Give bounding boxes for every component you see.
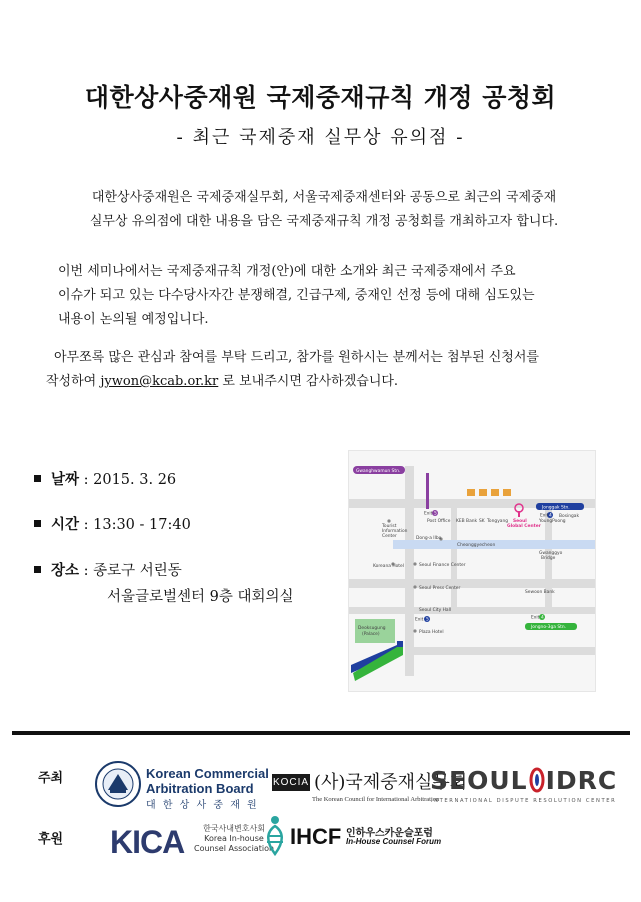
kcab-name (146, 766, 269, 796)
map-label-dong-a: Dong-a Ilbo (416, 536, 442, 541)
date-separator: : (83, 472, 89, 488)
map-label-post-office: Post Office (427, 519, 451, 524)
time-label: 시간 (51, 517, 80, 533)
place-value-2: 서울글로벌센터 9층 대회의실 (107, 589, 294, 605)
ihcf-korean: 인하우스카운슬포럼 (346, 828, 433, 839)
time-value: 13:30 - 17:40 (93, 517, 191, 533)
poi-dot (387, 519, 390, 522)
request-paragraph (46, 346, 602, 394)
poi-dot (413, 562, 416, 565)
map-label-gwanggyo-1: Gwanggyo (539, 551, 563, 556)
map-label-tongyang: Tongyang (487, 519, 509, 524)
map-label-cheonggyecheon: Cheonggyecheon (457, 543, 496, 548)
map-svg (349, 451, 595, 691)
sponsor-label: 후원 (38, 832, 64, 847)
map-label-exit-city-num: 5 (426, 617, 429, 623)
intro-paragraph (46, 186, 602, 234)
request-suffix: 로 보내주시면 감사하겠습니다. (218, 374, 399, 389)
map-label-deoksugung-2: (Palace) (362, 632, 380, 637)
ihcf-logo (262, 814, 442, 858)
place-label: 장소 (51, 563, 80, 579)
request-prefix: 작성하여 (46, 374, 101, 389)
time-row (34, 513, 191, 534)
seminar-paragraph (46, 260, 602, 332)
time-separator: : (83, 517, 89, 533)
ihcf-emblem-icon (262, 814, 288, 856)
kocia-korean: (사)국제중재실무회 (314, 772, 468, 793)
request-line-1: 아무쪼록 많은 관심과 참여를 부탁 드리고, 참가를 원하시는 분께서는 첨부된 신청서를 (54, 350, 539, 365)
map-label-city-hall: Seoul City Hall (419, 608, 452, 613)
host-label: 주최 (38, 771, 64, 786)
map-label-seoul-global-1: Seoul (513, 519, 527, 524)
map-label-jonggak: Jonggak Stn. (542, 505, 570, 511)
map-label-seoul-global-2: Global Center (507, 524, 541, 529)
map-label-exit-jong: Exit (531, 615, 540, 621)
intro-line-1: 대한상사중재원은 국제중재실무회, 서울국제중재센터와 공동으로 최근의 국제중재 (91, 190, 557, 205)
map-label-press: Seoul Press Center (419, 586, 461, 591)
place-separator: : (83, 563, 89, 579)
map-label-bosingak: Bosingak (559, 514, 580, 519)
idrc-left: SEOUL (430, 766, 528, 795)
line5-stem (426, 473, 429, 509)
poi-dot (413, 585, 416, 588)
idrc-right: IDRC (545, 766, 618, 795)
map-label-plaza: Plaza Hotel (419, 630, 444, 635)
kocia-logo (272, 770, 468, 806)
map-label-exit-city: Exit (415, 617, 424, 623)
map-label-exit-right: Exit (540, 513, 549, 519)
bus-stop-icon (467, 489, 475, 496)
idrc-emblem-icon (529, 767, 545, 793)
request-line-2 (46, 370, 602, 394)
map-label-gwanggyo-2: Bridge (541, 556, 556, 561)
intro-line-2: 실무상 유의점에 대한 내용을 담은 국제중재규칙 개정 공청회를 개최하고자 합니다. (89, 214, 559, 229)
kcab-line-2: Arbitration Board (146, 781, 254, 796)
kica-english-2: Counsel Association (194, 844, 275, 853)
bus-stop-icon (491, 489, 499, 496)
date-value: 2015. 3. 26 (93, 472, 177, 488)
road-south (409, 647, 595, 655)
place-value-1: 종로구 서린동 (93, 563, 182, 579)
idrc-subtitle: INTERNATIONAL DISPUTE RESOLUTION CENTER (431, 798, 617, 804)
date-label: 날짜 (51, 472, 80, 488)
ihcf-english: In-House Counsel Forum (346, 837, 442, 846)
seoul-idrc-logo (430, 766, 618, 808)
kocia-box: KOCIA (272, 774, 310, 791)
map-label-sk: SK (479, 519, 485, 524)
location-map (348, 450, 596, 692)
page-title: 대한상사중재원 국제중재규칙 개정 공청회 (84, 83, 557, 112)
kcab-korean: 대 한 상 사 중 재 원 (146, 800, 259, 811)
map-label-gwanghwamun: Gwanghwamun Stn. (356, 469, 401, 474)
kocia-english: The Korean Council for International Arbitration (312, 796, 440, 803)
idrc-wordmark (430, 766, 617, 795)
kica-english-1: Korea In-house (204, 834, 264, 843)
kcab-line-1: Korean Commercial (146, 766, 269, 781)
deoksugung-box (355, 619, 395, 643)
map-label-tourist-2: Information (382, 529, 408, 534)
map-label-sewoon: Sewoon Bank (525, 590, 555, 595)
map-label-exit-right-num: 4 (549, 513, 552, 519)
kcab-emblem-icon (94, 760, 142, 808)
map-label-exit-left: Exit (424, 511, 433, 517)
map-label-deoksugung-1: Deoksugung (358, 626, 386, 631)
bullet-icon (34, 566, 41, 573)
footer-divider (12, 731, 630, 735)
kcab-logo (94, 760, 269, 811)
map-label-jongno3ga: Jongno-3ga Stn. (531, 625, 567, 630)
bullet-icon (34, 475, 41, 482)
contact-email-link[interactable]: jywon@kcab.or.kr (100, 374, 219, 389)
seminar-line-2: 이슈가 되고 있는 다수당사자간 분쟁해결, 긴급구제, 중재인 선정 등에 대해 심도있는 (58, 288, 535, 303)
location-pin-stem (518, 511, 520, 517)
seminar-line-1: 이번 세미나에서는 국제중재규칙 개정(안)에 대한 소개와 최근 국제중재에서 주요 (58, 264, 516, 279)
map-label-finance: Seoul Finance Center (419, 563, 466, 568)
road-sejong (405, 466, 414, 676)
map-label-tourist-1: Tourist (382, 524, 397, 529)
place-row (34, 559, 182, 580)
bus-stop-icon (479, 489, 487, 496)
map-label-tourist-3: Center (382, 534, 397, 539)
bus-stop-icon (503, 489, 511, 496)
ihcf-wordmark: IHCF (290, 824, 342, 849)
road-east (349, 579, 595, 588)
map-label-koreana: Koreana Hotel (373, 564, 404, 569)
page-subtitle: - 최근 국제중재 실무상 유의점 - (176, 127, 465, 148)
kica-wordmark: KICA (110, 824, 185, 860)
map-label-kb-bank: KEB Bank (456, 519, 478, 524)
poi-dot (413, 629, 416, 632)
map-label-youngpoong: YoungPoong (539, 519, 566, 524)
kica-logo (110, 820, 275, 860)
bullet-icon (34, 520, 41, 527)
road-mid (349, 607, 595, 614)
seminar-line-3: 내용이 논의될 예정입니다. (58, 312, 209, 327)
date-row (34, 468, 176, 489)
map-label-exit-jong-num: 4 (541, 615, 544, 621)
map-label-exit-left-num: 5 (434, 511, 437, 517)
kica-korean: 한국사내변호사회 (203, 824, 265, 833)
